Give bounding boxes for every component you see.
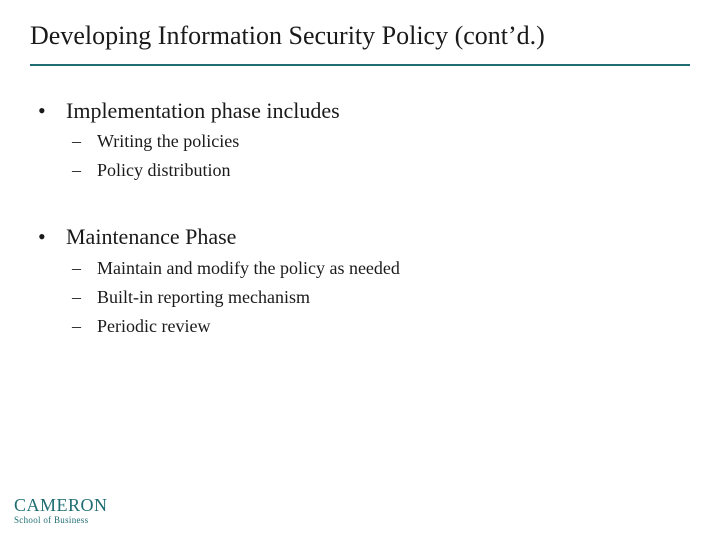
cameron-school-logo — [14, 496, 114, 530]
bullet-symbol: • — [38, 224, 46, 249]
sub-bullet-periodic-review — [72, 315, 210, 337]
logo-wordmark: CAMERON — [14, 495, 108, 515]
sub-bullet-text: Maintain and modify the policy as needed — [97, 258, 400, 278]
dash-symbol: – — [72, 258, 81, 278]
sub-bullet-text: Built-in reporting mechanism — [97, 287, 310, 307]
bullet-symbol: • — [38, 98, 46, 123]
sub-bullet-text: Writing the policies — [97, 131, 240, 151]
dash-symbol: – — [72, 316, 81, 336]
bullet-text: Maintenance Phase — [66, 224, 237, 249]
sub-bullet-writing-policies — [72, 130, 239, 152]
dash-symbol: – — [72, 160, 81, 180]
sub-bullet-policy-distribution — [72, 159, 231, 181]
sub-bullet-maintain-modify — [72, 257, 400, 279]
sub-bullet-reporting-mechanism — [72, 286, 310, 308]
dash-symbol: – — [72, 287, 81, 307]
slide-title: Developing Information Security Policy (cont’d.) — [30, 21, 545, 50]
bullet-implementation-phase — [38, 98, 340, 124]
dash-symbol: – — [72, 131, 81, 151]
bullet-maintenance-phase — [38, 224, 236, 250]
sub-bullet-text: Periodic review — [97, 316, 211, 336]
bullet-text: Implementation phase includes — [66, 98, 340, 123]
title-divider — [30, 64, 690, 66]
sub-bullet-text: Policy distribution — [97, 160, 231, 180]
logo-subtitle: School of Business — [14, 515, 89, 525]
